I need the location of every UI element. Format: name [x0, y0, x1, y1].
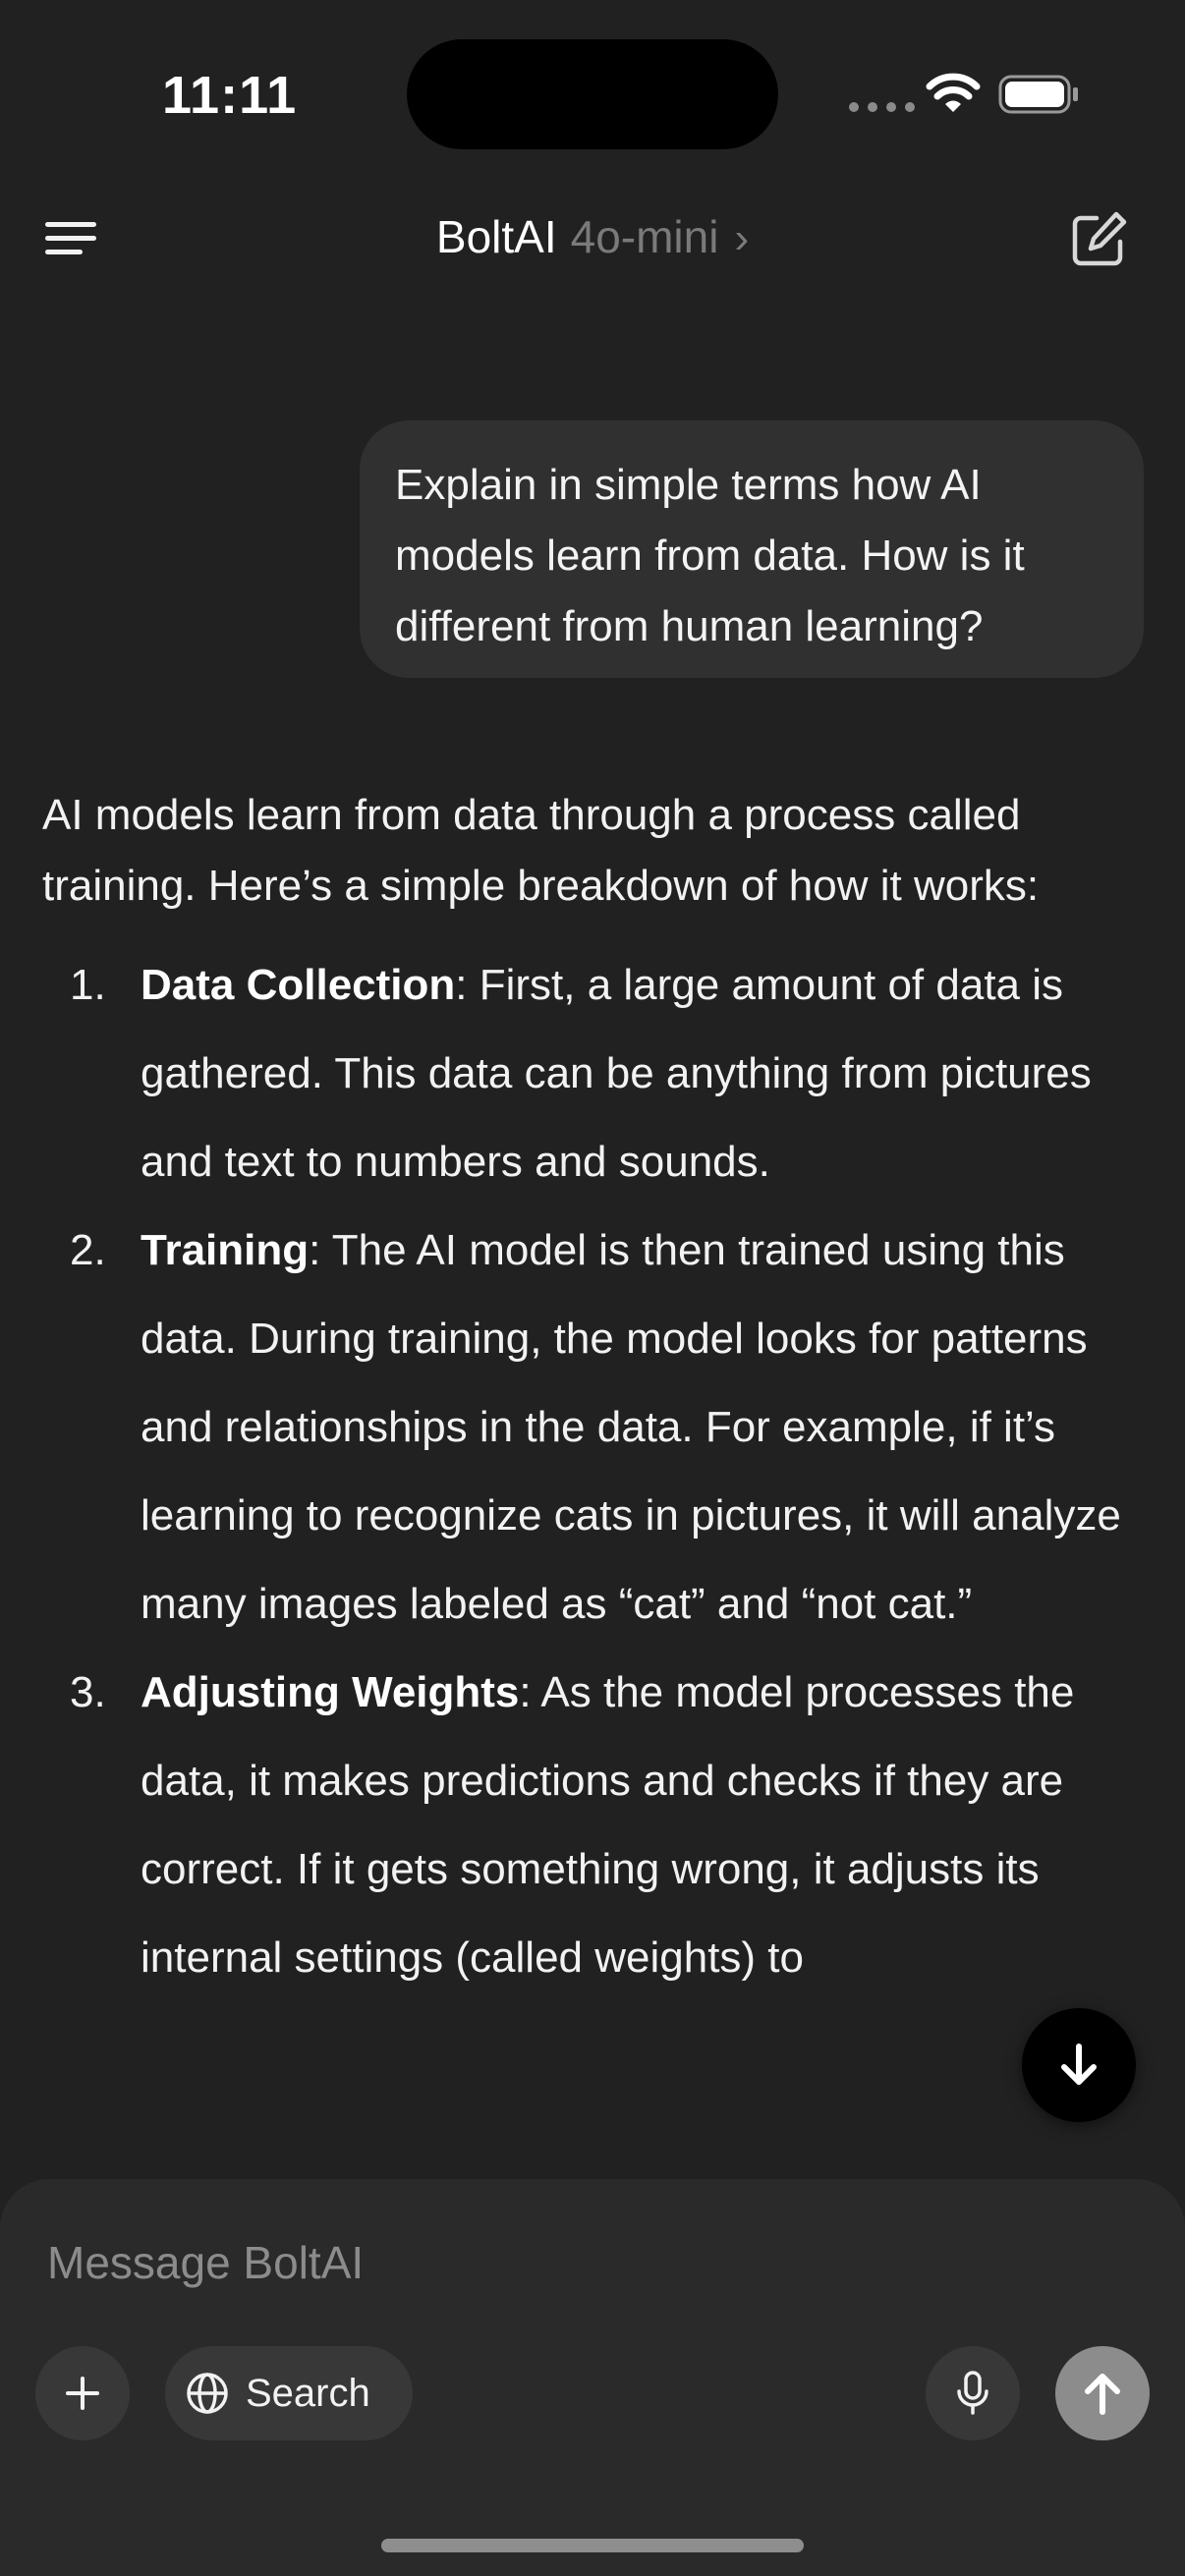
step-text: : The AI model is then trained using this data. During training, the model looks for patterns and relationships in the data. For example, if it’s learning to recognize cats in pictures, it will analyze many images labeled as “cat” and “not cat.” — [141, 1226, 1121, 1628]
battery-icon — [998, 73, 1081, 116]
assistant-intro: AI models learn from data through a process called training. Here’s a simple breakdown of how it works: — [42, 791, 1040, 910]
message-input[interactable] — [45, 2222, 1130, 2303]
send-button[interactable] — [1055, 2346, 1150, 2440]
chevron-right-icon: › — [734, 214, 750, 262]
composer — [0, 2179, 1185, 2576]
step-text: : First, a large amount of data is gathered. This data can be anything from pictures and text to numbers and sounds. — [141, 961, 1092, 1186]
cellular-signal-icon — [849, 102, 915, 112]
home-indicator — [381, 2539, 804, 2552]
model-name: 4o-mini — [570, 211, 719, 262]
step-number: 1. — [70, 961, 106, 1009]
status-bar — [0, 0, 1185, 196]
compose-icon — [1067, 208, 1130, 271]
arrow-up-icon — [1078, 2369, 1127, 2418]
arrow-down-icon — [1054, 2041, 1103, 2090]
search-label: Search — [246, 2371, 370, 2415]
list-item — [42, 1649, 1153, 2002]
step-number: 3. — [70, 1668, 106, 1716]
step-term: Training — [141, 1226, 310, 1274]
voice-input-button[interactable] — [926, 2346, 1020, 2440]
new-chat-button[interactable] — [1067, 208, 1130, 271]
step-number: 2. — [70, 1226, 106, 1274]
step-term: Adjusting Weights — [141, 1668, 520, 1716]
assistant-message — [42, 780, 1153, 2002]
search-button[interactable] — [165, 2346, 413, 2440]
globe-icon — [185, 2371, 230, 2416]
nav-header — [0, 196, 1185, 285]
plus-icon — [63, 2374, 102, 2413]
attach-button[interactable] — [35, 2346, 130, 2440]
app-name: BoltAI — [435, 211, 557, 262]
microphone-icon — [953, 2370, 992, 2417]
status-time: 11:11 — [162, 66, 298, 125]
dynamic-island — [407, 39, 778, 149]
scroll-to-bottom-button[interactable] — [1022, 2008, 1136, 2122]
user-message-bubble: Explain in simple terms how AI models learn from data. How is it different from human learning? — [360, 420, 1144, 678]
wifi-icon — [926, 73, 981, 116]
list-item — [42, 1206, 1153, 1649]
step-text: : As the model processes the data, it makes predictions and checks if they are correct. If it gets something wrong, it adjusts its internal settings (called weights) to — [141, 1668, 1075, 1982]
list-item — [42, 941, 1153, 1206]
steps-list — [42, 941, 1153, 2002]
model-selector[interactable] — [0, 210, 1185, 263]
step-term: Data Collection — [141, 961, 456, 1009]
